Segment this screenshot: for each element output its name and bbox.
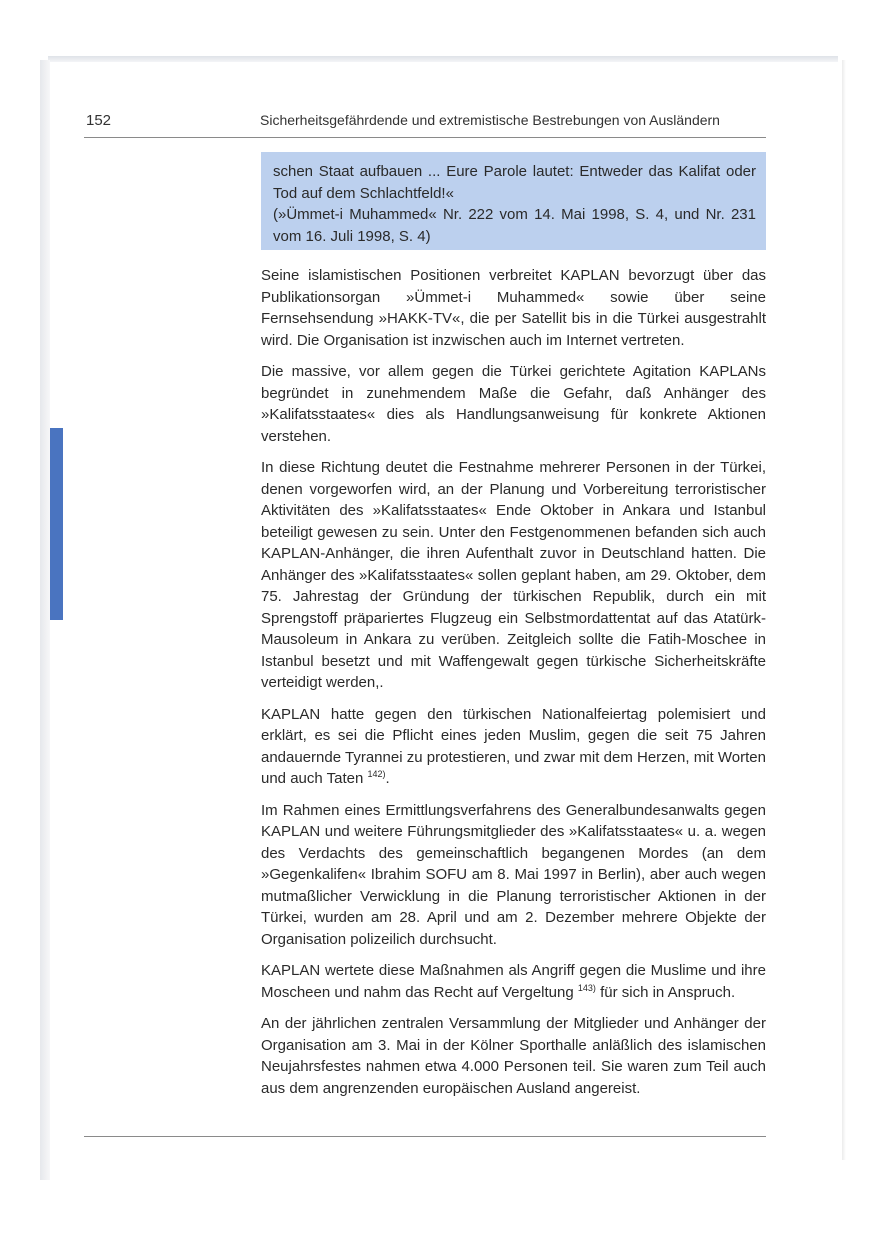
- quote-citation: (»Ümmet-i Muhammed« Nr. 222 vom 14. Mai 1998, S. 4, und Nr. 231 vom 16. Juli 1998, S. 4): [273, 206, 756, 245]
- scan-edge-top: [48, 56, 838, 62]
- paragraph-4-end: .: [385, 770, 390, 787]
- paragraph-4: [261, 704, 766, 790]
- paragraph-6-text: KAPLAN wertete diese Maßnahmen als Angriff gegen die Muslime und ihre Moscheen und nahm das Recht auf Vergeltung: [261, 962, 766, 1001]
- quote-text: schen Staat aufbauen ... Eure Parole lautet: Entweder das Kalifat oder Tod auf dem Schlachtfeld!«: [273, 163, 756, 202]
- paragraph-2: Die massive, vor allem gegen die Türkei gerichtete Agitation KAPLANs begründet in zunehmendem Maße die Gefahr, daß Anhänger des »Kalifatsstaates« dies als Handlungsanweisung für konkrete Aktionen verstehen.: [261, 363, 766, 445]
- footer-rule: [84, 1136, 766, 1137]
- paragraph-3: In diese Richtung deutet die Festnahme mehrerer Personen in der Türkei, denen vorgeworfen wird, an der Planung und Vorbereitung terroristischer Aktivitäten des »Kalifatsstaates« Ende Oktober in Ankara und Istanbul beteiligt gewesen zu sein. Unter den Festgenommenen befanden sich auch KAPLAN-Anhänger, die ihren Aufenthalt zuvor in Deutschland hatten. Die Anhänger des »Kalifatsstaates« sollen geplant haben, am 29. Oktober, dem 75. Jahrestag der Gründung der türkischen Republik, durch ein mit Sprengstoff präpariertes Flugzeug ein Selbstmordattentat auf das Atatürk-Mausoleum in Ankara zu verüben. Zeitgleich sollte die Fatih-Moschee in Istanbul besetzt und mit Waffengewalt gegen türkische Sicherheitskräfte verteidigt werden,.: [261, 459, 766, 691]
- footnote-ref-143[interactable]: 143): [577, 982, 596, 993]
- paragraph-7: An der jährlichen zentralen Versammlung der Mitglieder und Anhänger der Organisation am 3. Mai in der Kölner Sporthalle anläßlich des islamischen Neujahrsfestes nahmen etwa 4.000 Personen teil. Sie waren zum Teil auch aus dem angrenzenden europäischen Ausland angereist.: [261, 1015, 766, 1097]
- paragraph-6-end: für sich in Anspruch.: [600, 983, 736, 1001]
- quote-box: [261, 152, 766, 250]
- scan-edge-left: [40, 60, 50, 1180]
- paragraph-1: Seine islamistischen Positionen verbreitet KAPLAN bevorzugt über das Publikationsorgan »Ümmet-i Muhammed« sowie über seine Fernsehsendung »HAKK-TV«, die per Satellit bis in die Türkei ausgestrahlt wird. Die Organisation ist inzwischen auch im Internet vertreten.: [261, 267, 766, 349]
- body-text: [261, 265, 766, 1109]
- section-marker-bar: [50, 428, 63, 620]
- footnote-ref-142[interactable]: 142): [367, 769, 386, 779]
- page-number: 152: [86, 112, 112, 129]
- paragraph-4-text: KAPLAN hatte gegen den türkischen Nationalfeiertag polemisiert und erklärt, es sei die Pflicht eines jeden Muslim, gegen die seit 75 Jahren andauernde Tyrannei zu protestieren, und zwar mit dem Herzen, mit Worten und auch Taten: [261, 705, 766, 787]
- running-title: Sicherheitsgefährdende und extremistische Bestrebungen von Ausländern: [260, 112, 720, 128]
- paragraph-5: Im Rahmen eines Ermittlungsverfahrens des Generalbundesanwalts gegen KAPLAN und weitere Führungsmitglieder des »Kalifatsstaates« u. a. wegen des Verdachts des gemeinschaftlich begangenen Mordes (an dem »Gegenkalifen« Ibrahim SOFU am 8. Mai 1997 in Berlin), aber auch wegen mutmaßlicher Verwicklung in die Planung terroristischer Aktionen in der Türkei, wurden am 28. April und am 2. Dezember mehrere Objekte der Organisation polizeilich durchsucht.: [261, 801, 766, 948]
- header-rule: [84, 137, 766, 138]
- paragraph-6: [261, 960, 766, 1003]
- scan-edge-right: [842, 60, 846, 1160]
